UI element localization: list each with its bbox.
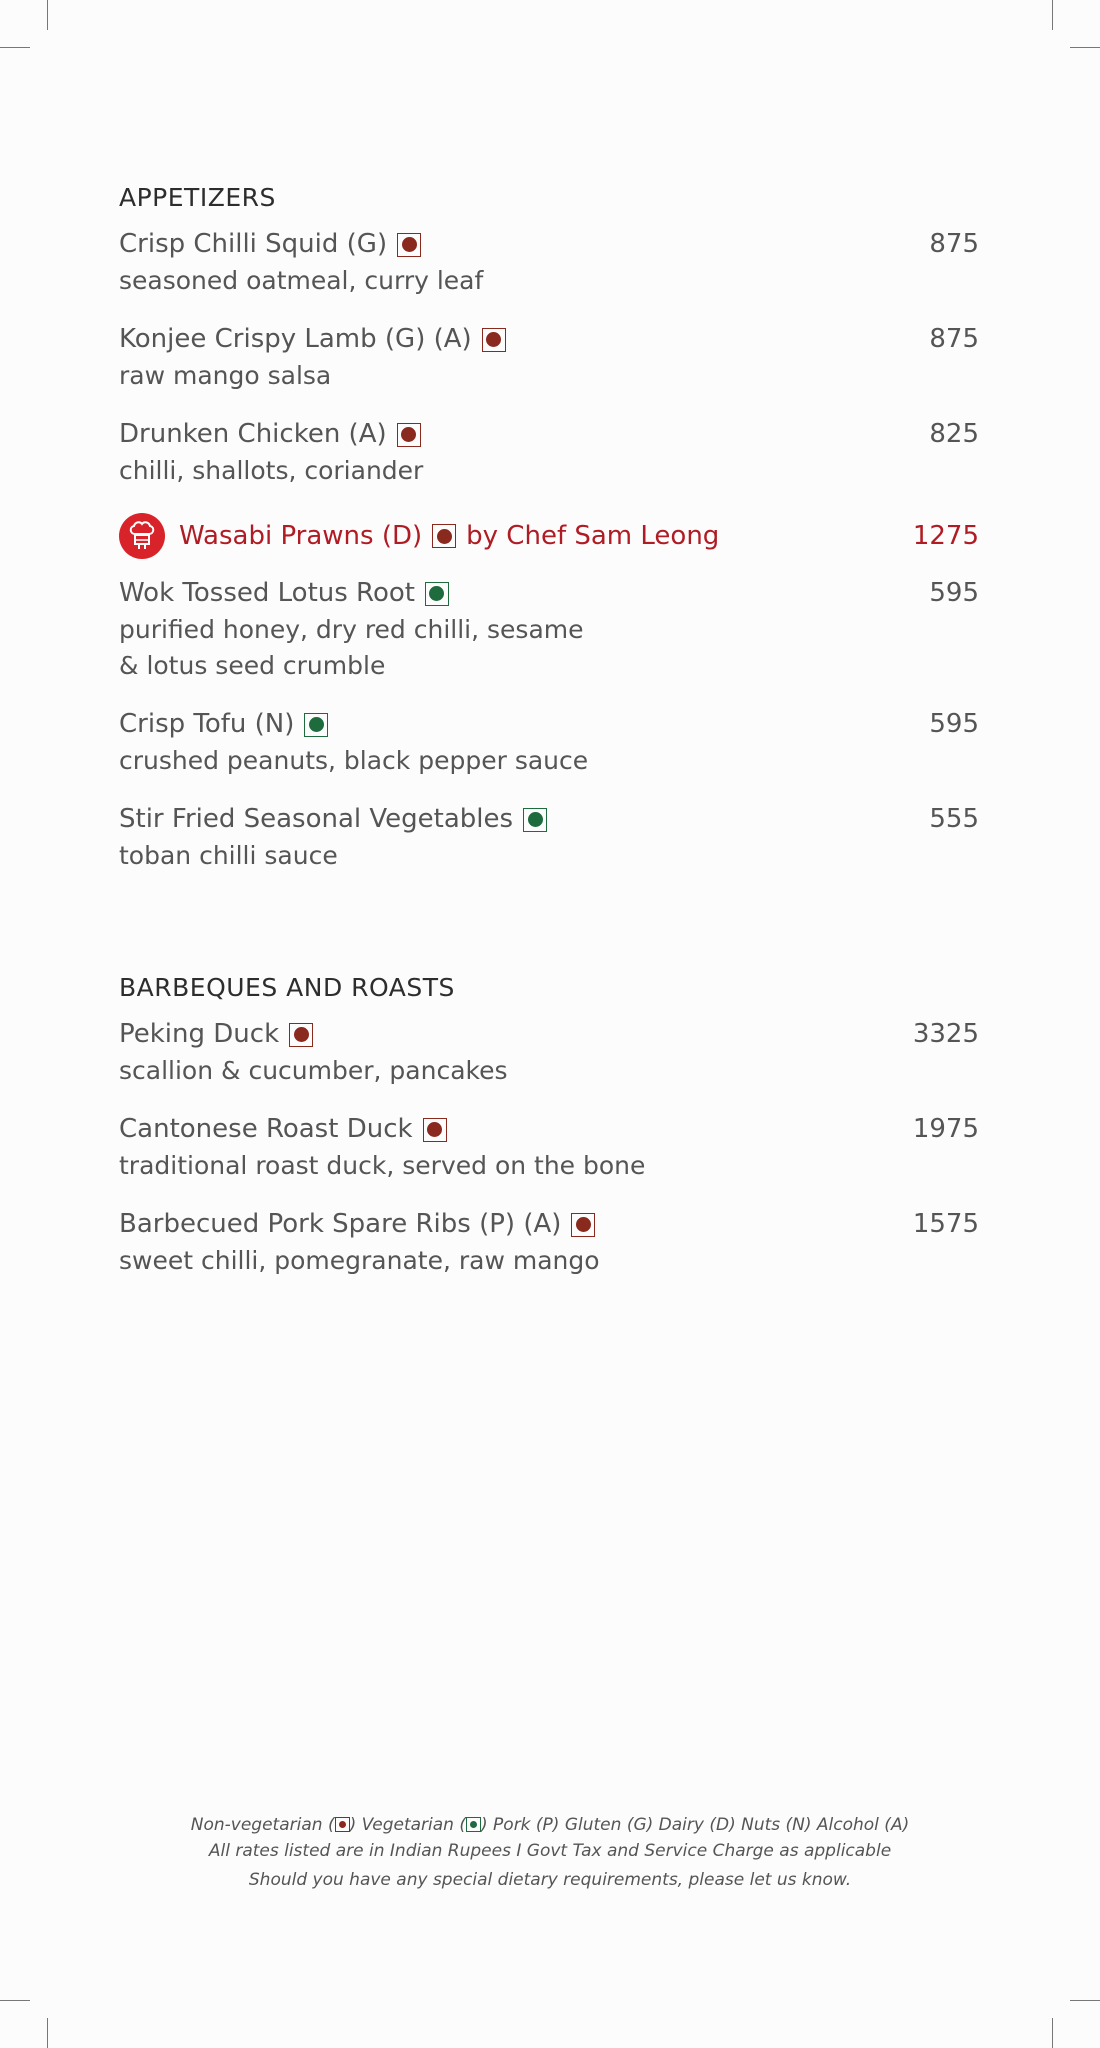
crop-mark: [1052, 0, 1053, 30]
menu-item: [119, 1111, 979, 1184]
chef-credit: by Chef Sam Leong: [466, 521, 720, 551]
item-name: Cantonese Roast Duck: [119, 1114, 413, 1144]
crop-mark: [1070, 47, 1100, 48]
item-description: seasoned oatmeal, curry leaf: [119, 266, 484, 295]
item-name: Barbecued Pork Spare Ribs (P) (A): [119, 1209, 562, 1239]
chef-special-item: [119, 511, 979, 561]
non-veg-icon: [335, 1817, 350, 1832]
item-description: scallion & cucumber, pancakes: [119, 1056, 508, 1085]
crop-mark: [1070, 2000, 1100, 2001]
rates-note: All rates listed are in Indian Rupees I Govt Tax and Service Charge as applicable: [208, 1841, 892, 1861]
item-name: Drunken Chicken (A): [119, 419, 387, 449]
item-price: 875: [929, 324, 979, 354]
veg-icon: [523, 808, 547, 832]
menu-item: [119, 321, 979, 394]
item-name: Crisp Chilli Squid (G): [119, 229, 388, 259]
menu-item: [119, 416, 979, 489]
legend-nonveg-label: Non-vegetarian (: [190, 1815, 335, 1835]
menu-item: [119, 706, 979, 779]
crop-mark: [0, 2000, 30, 2001]
non-veg-icon: [432, 524, 456, 548]
item-description: chilli, shallots, coriander: [119, 456, 424, 485]
item-price: 1275: [912, 521, 979, 551]
non-veg-icon: [289, 1023, 313, 1047]
item-name: Wasabi Prawns (D): [179, 521, 423, 551]
non-veg-icon: [397, 233, 421, 257]
section-title: APPETIZERS: [119, 183, 276, 212]
item-price: 595: [929, 578, 979, 608]
crop-mark: [47, 0, 48, 30]
item-name: Crisp Tofu (N): [119, 709, 295, 739]
non-veg-icon: [423, 1118, 447, 1142]
dietary-note: Should you have any special dietary requirements, please let us know.: [248, 1870, 852, 1890]
legend-allergens: ) Pork (P) Gluten (G) Dairy (D) Nuts (N) Alcohol (A): [481, 1815, 910, 1835]
non-veg-icon: [482, 328, 506, 352]
veg-icon: [304, 713, 328, 737]
non-veg-icon: [571, 1213, 595, 1237]
item-price: 3325: [912, 1019, 979, 1049]
item-price: 1975: [912, 1114, 979, 1144]
menu-item: [119, 1206, 979, 1279]
non-veg-icon: [397, 423, 421, 447]
menu-item: [119, 226, 979, 299]
legend-line: [0, 1812, 1100, 1838]
item-description: traditional roast duck, served on the bone: [119, 1151, 646, 1180]
item-description: toban chilli sauce: [119, 841, 338, 870]
menu-item: [119, 801, 979, 874]
footer: [0, 1812, 1100, 1893]
item-price: 1575: [912, 1209, 979, 1239]
crop-mark: [47, 2018, 48, 2048]
item-price: 875: [929, 229, 979, 259]
veg-icon: [425, 582, 449, 606]
appetizers-section: [119, 183, 979, 896]
chef-hat-icon: [119, 513, 165, 559]
menu-item: [119, 1016, 979, 1089]
veg-icon: [466, 1817, 481, 1832]
crop-mark: [1052, 2018, 1053, 2048]
menu-item: [119, 575, 979, 684]
item-description: sweet chilli, pomegranate, raw mango: [119, 1246, 600, 1275]
item-description: crushed peanuts, black pepper sauce: [119, 746, 589, 775]
barbeques-section: [119, 973, 979, 1301]
item-name: Peking Duck: [119, 1019, 280, 1049]
legend-veg-label: ) Vegetarian (: [349, 1815, 466, 1835]
item-price: 555: [929, 804, 979, 834]
item-name: Wok Tossed Lotus Root: [119, 578, 415, 608]
item-price: 825: [929, 419, 979, 449]
item-description: raw mango salsa: [119, 361, 332, 390]
section-title: BARBEQUES AND ROASTS: [119, 973, 455, 1002]
item-name: Stir Fried Seasonal Vegetables: [119, 804, 514, 834]
crop-mark: [0, 47, 30, 48]
item-price: 595: [929, 709, 979, 739]
item-description: purified honey, dry red chilli, sesame & lotus seed crumble: [119, 615, 584, 680]
item-name: Konjee Crispy Lamb (G) (A): [119, 324, 472, 354]
